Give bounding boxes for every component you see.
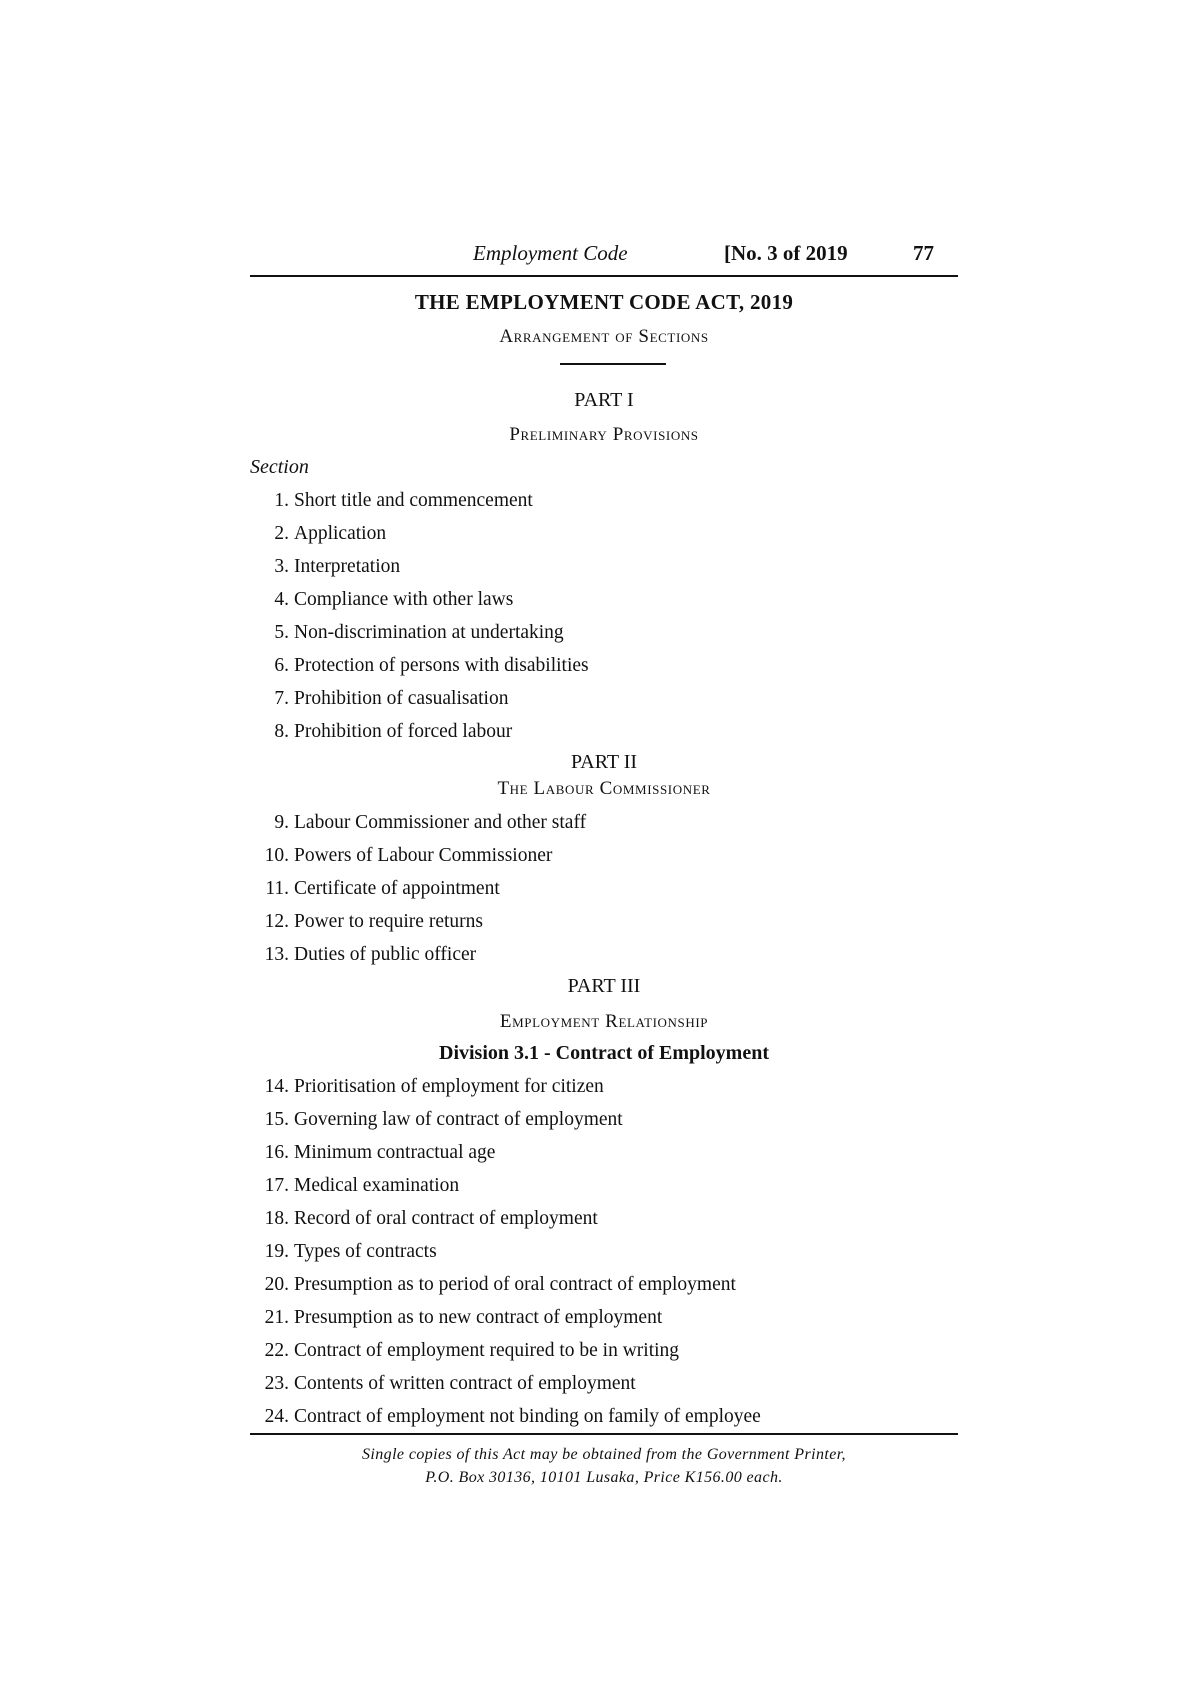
section-title: Prohibition of forced labour [294,721,513,742]
footnote-line-1: Single copies of this Act may be obtained from the Government Printer, [362,1446,846,1463]
section-entry[interactable] [250,907,958,937]
section-number: 6. [274,655,289,676]
section-title: Governing law of contract of employment [294,1109,623,1130]
section-title: Non-discrimination at undertaking [294,622,564,643]
section-title: Prohibition of casualisation [294,688,509,709]
section-number: 11. [265,878,289,899]
section-number: 5. [274,622,289,643]
section-entry[interactable] [250,1204,958,1234]
section-title: Application [294,523,387,544]
running-head [250,238,958,272]
section-number: 14. [264,1076,289,1097]
section-number: 12. [264,911,289,932]
section-title: Compliance with other laws [294,589,514,610]
section-entry[interactable] [250,1072,958,1102]
section-title: Contents of written contract of employment [294,1373,636,1394]
section-number: 2. [274,523,289,544]
section-title: Minimum contractual age [294,1142,496,1163]
section-number: 15. [264,1109,289,1130]
part-2-title: The Labour Commissioner [497,778,711,799]
footnote-line-2: P.O. Box 30136, 10101 Lusaka, Price K156.00 each. [425,1469,783,1486]
section-title: Record of oral contract of employment [294,1208,598,1229]
section-entry[interactable] [250,808,958,838]
section-entry[interactable] [250,1303,958,1333]
section-title: Contract of employment required to be in writing [294,1340,680,1361]
section-number: 20. [264,1274,289,1295]
footer-rule [250,1433,958,1435]
running-head-act-number: [No. 3 of 2019 [724,241,848,265]
header-rule [250,275,958,277]
division-heading: Division 3.1 - Contract of Employment [439,1042,769,1064]
part-3-label: PART III [567,975,641,997]
section-title: Labour Commissioner and other staff [294,812,587,833]
section-entry[interactable] [250,1171,958,1201]
section-number: 24. [264,1406,289,1427]
section-title: Duties of public officer [294,944,477,965]
section-title: Presumption as to new contract of employment [294,1307,663,1328]
section-entry[interactable] [250,717,958,747]
section-entry[interactable] [250,651,958,681]
section-number: 9. [274,812,289,833]
arrangement-heading: Arrangement of Sections [499,326,709,347]
title-divider [560,363,666,365]
section-entry[interactable] [250,1270,958,1300]
section-number: 1. [274,490,289,511]
section-title: Certificate of appointment [294,878,500,899]
section-entry[interactable] [250,486,958,516]
section-title: Prioritisation of employment for citizen [294,1076,604,1097]
section-title: Powers of Labour Commissioner [294,845,553,866]
section-entry[interactable] [250,618,958,648]
section-number: 7. [274,688,289,709]
running-head-title: Employment Code [473,241,628,265]
part-1-label: PART I [574,389,634,411]
section-number: 18. [264,1208,289,1229]
section-number: 10. [264,845,289,866]
section-entry[interactable] [250,1138,958,1168]
section-entry[interactable] [250,1369,958,1399]
section-title: Medical examination [294,1175,460,1196]
section-entry[interactable] [250,519,958,549]
page-number: 77 [913,241,934,265]
section-number: 3. [274,556,289,577]
section-number: 13. [264,944,289,965]
section-entry[interactable] [250,874,958,904]
part-3-title: Employment Relationship [499,1011,709,1032]
act-title: THE EMPLOYMENT CODE ACT, 2019 [414,290,794,314]
section-title: Contract of employment not binding on family of employee [294,1406,761,1427]
section-column-label: Section [250,456,309,478]
section-number: 8. [274,721,289,742]
part-2-label: PART II [570,751,638,773]
section-entry[interactable] [250,940,958,970]
section-entry[interactable] [250,841,958,871]
section-number: 21. [264,1307,289,1328]
section-title: Power to require returns [294,911,483,932]
part-1-title: Preliminary Provisions [509,424,699,445]
section-number: 22. [264,1340,289,1361]
section-number: 17. [264,1175,289,1196]
section-entry[interactable] [250,585,958,615]
section-title: Protection of persons with disabilities [294,655,589,676]
section-title: Interpretation [294,556,401,577]
section-title: Short title and commencement [294,490,533,511]
section-entry[interactable] [250,552,958,582]
section-entry[interactable] [250,684,958,714]
section-entry[interactable] [250,1336,958,1366]
section-entry[interactable] [250,1402,958,1432]
section-entry[interactable] [250,1105,958,1135]
section-entry[interactable] [250,1237,958,1267]
section-title: Presumption as to period of oral contract of employment [294,1274,736,1295]
section-number: 23. [264,1373,289,1394]
section-number: 19. [264,1241,289,1262]
section-number: 4. [274,589,289,610]
section-title: Types of contracts [294,1241,437,1262]
section-number: 16. [264,1142,289,1163]
